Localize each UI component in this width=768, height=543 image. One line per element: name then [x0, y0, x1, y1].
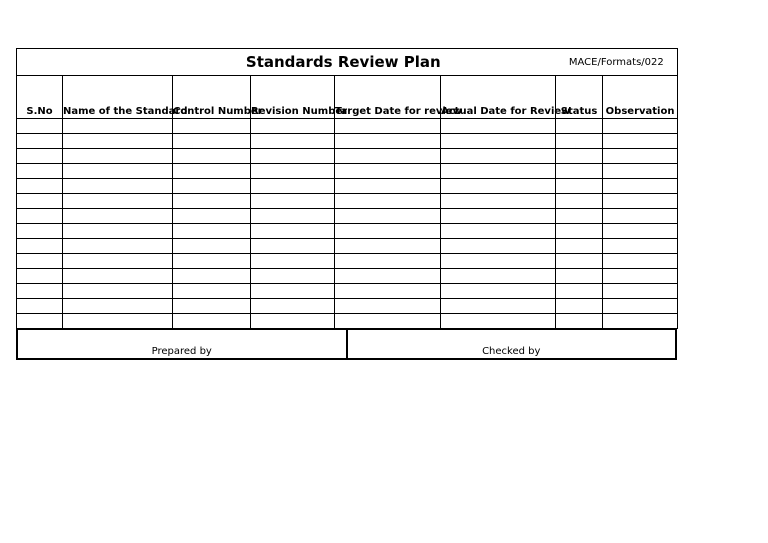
table-cell — [556, 179, 603, 194]
table-cell — [173, 239, 251, 254]
table-cell — [63, 299, 173, 314]
table-cell — [63, 179, 173, 194]
table-cell — [173, 299, 251, 314]
table-cell — [556, 269, 603, 284]
table-cell — [335, 224, 441, 239]
table-cell — [603, 254, 678, 269]
column-header-target-date: Target Date for review — [335, 76, 441, 119]
table-cell — [63, 269, 173, 284]
table-cell — [17, 179, 63, 194]
table-cell — [173, 314, 251, 329]
table-cell — [441, 224, 556, 239]
table-cell — [441, 209, 556, 224]
table-cell — [603, 194, 678, 209]
table-cell — [603, 299, 678, 314]
table-row — [17, 194, 678, 209]
table-cell — [335, 149, 441, 164]
form-title-cell — [17, 49, 556, 76]
table-cell — [603, 224, 678, 239]
table-cell — [251, 209, 335, 224]
table-cell — [17, 284, 63, 299]
table-row — [17, 284, 678, 299]
table-cell — [251, 194, 335, 209]
table-cell — [251, 134, 335, 149]
table-cell — [17, 299, 63, 314]
table-cell — [335, 254, 441, 269]
table-cell — [603, 134, 678, 149]
review-plan-form — [16, 48, 677, 360]
table-row — [17, 239, 678, 254]
table-cell — [556, 209, 603, 224]
column-header-control-number: Control Number — [173, 76, 251, 119]
table-cell — [63, 119, 173, 134]
table-cell — [173, 179, 251, 194]
table-row — [17, 299, 678, 314]
table-cell — [17, 269, 63, 284]
table-cell — [603, 149, 678, 164]
column-header-revision-number: Revision Number — [251, 76, 335, 119]
table-cell — [603, 314, 678, 329]
table-cell — [173, 134, 251, 149]
signature-row — [17, 329, 676, 359]
table-cell — [441, 194, 556, 209]
table-cell — [173, 224, 251, 239]
table-cell — [556, 284, 603, 299]
table-row — [17, 134, 678, 149]
column-header-observation: Observation — [603, 76, 678, 119]
table-cell — [17, 134, 63, 149]
table-cell — [251, 269, 335, 284]
table-cell — [556, 164, 603, 179]
table-cell — [556, 314, 603, 329]
table-cell — [17, 314, 63, 329]
form-title: Standards Review Plan — [245, 53, 441, 71]
table-cell — [173, 119, 251, 134]
table-cell — [556, 224, 603, 239]
table-body — [17, 119, 678, 329]
table-cell — [63, 209, 173, 224]
table-cell — [335, 119, 441, 134]
table-cell — [335, 269, 441, 284]
table-cell — [441, 314, 556, 329]
table-row — [17, 149, 678, 164]
table-row — [17, 269, 678, 284]
table-cell — [441, 269, 556, 284]
table-row — [17, 314, 678, 329]
table-cell — [603, 179, 678, 194]
table-cell — [63, 194, 173, 209]
table-cell — [17, 119, 63, 134]
table-cell — [251, 149, 335, 164]
checked-by-label: Checked by — [347, 329, 677, 359]
table-cell — [441, 239, 556, 254]
table-cell — [251, 179, 335, 194]
table-cell — [63, 239, 173, 254]
table-cell — [603, 164, 678, 179]
table-cell — [17, 194, 63, 209]
table-cell — [63, 314, 173, 329]
table-cell — [251, 314, 335, 329]
table-row — [17, 209, 678, 224]
table-cell — [63, 254, 173, 269]
table-cell — [63, 284, 173, 299]
table-cell — [63, 149, 173, 164]
table-cell — [441, 254, 556, 269]
column-header-status: Status — [556, 76, 603, 119]
table-row — [17, 119, 678, 134]
table-cell — [335, 164, 441, 179]
table-cell — [603, 209, 678, 224]
table-cell — [251, 254, 335, 269]
signature-table — [16, 328, 677, 360]
table-cell — [556, 239, 603, 254]
table-cell — [603, 269, 678, 284]
table-cell — [441, 164, 556, 179]
table-cell — [173, 254, 251, 269]
table-cell — [441, 134, 556, 149]
table-cell — [441, 179, 556, 194]
table-cell — [556, 134, 603, 149]
table-cell — [335, 179, 441, 194]
table-cell — [556, 149, 603, 164]
table-cell — [441, 119, 556, 134]
table-cell — [603, 284, 678, 299]
table-cell — [251, 224, 335, 239]
table-cell — [556, 299, 603, 314]
table-cell — [17, 164, 63, 179]
column-header-actual-date: Actual Date for Review — [441, 76, 556, 119]
table-cell — [335, 314, 441, 329]
table-cell — [63, 134, 173, 149]
column-header-row — [17, 76, 678, 119]
table-cell — [251, 164, 335, 179]
table-cell — [17, 254, 63, 269]
table-cell — [17, 149, 63, 164]
table-cell — [441, 149, 556, 164]
table-cell — [556, 254, 603, 269]
table-cell — [63, 224, 173, 239]
table-cell — [441, 299, 556, 314]
table-cell — [556, 194, 603, 209]
table-cell — [556, 119, 603, 134]
table-row — [17, 254, 678, 269]
table-row — [17, 179, 678, 194]
table-cell — [173, 284, 251, 299]
table-cell — [441, 284, 556, 299]
table-cell — [173, 164, 251, 179]
table-cell — [17, 239, 63, 254]
table-cell — [251, 284, 335, 299]
table-cell — [335, 284, 441, 299]
table-cell — [173, 194, 251, 209]
table-cell — [335, 209, 441, 224]
table-cell — [173, 149, 251, 164]
review-plan-table — [16, 48, 678, 329]
table-cell — [335, 239, 441, 254]
table-cell — [335, 134, 441, 149]
table-cell — [603, 119, 678, 134]
table-cell — [17, 209, 63, 224]
table-cell — [251, 299, 335, 314]
title-row — [17, 49, 678, 76]
column-header-sno: S.No — [17, 76, 63, 119]
table-cell — [17, 224, 63, 239]
table-cell — [603, 239, 678, 254]
table-cell — [335, 194, 441, 209]
form-code: MACE/Formats/022 — [556, 49, 678, 76]
column-header-standard-name: Name of the Standard — [63, 76, 173, 119]
table-cell — [335, 299, 441, 314]
table-cell — [63, 164, 173, 179]
table-row — [17, 224, 678, 239]
table-cell — [173, 269, 251, 284]
table-cell — [251, 119, 335, 134]
prepared-by-label: Prepared by — [17, 329, 347, 359]
table-cell — [173, 209, 251, 224]
table-row — [17, 164, 678, 179]
table-cell — [251, 239, 335, 254]
